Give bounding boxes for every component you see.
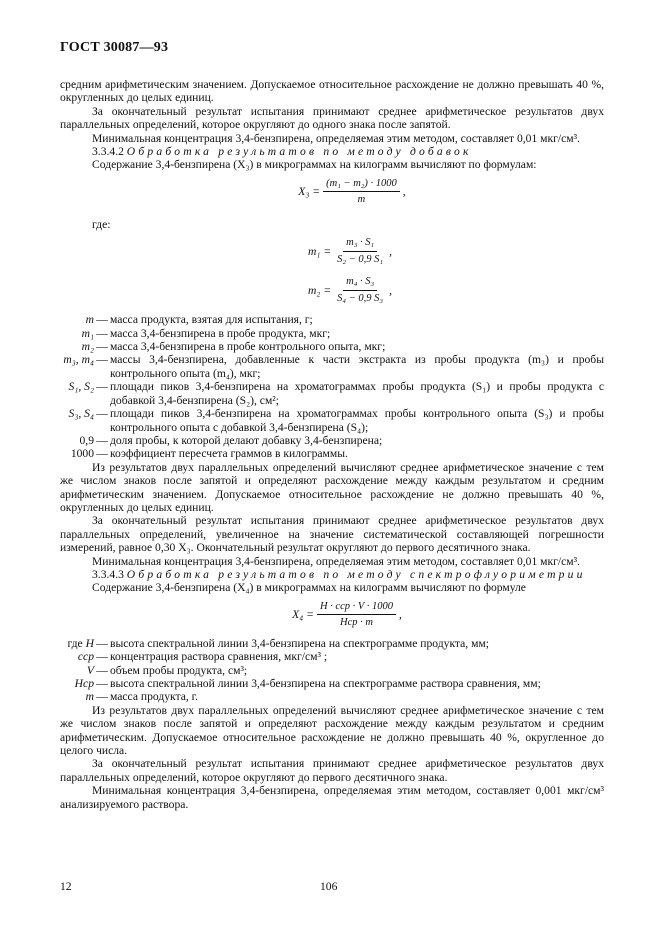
- definition-item: 0,9 — доля пробы, к которой делают добавку 3,4-бензпирена;: [60, 434, 604, 447]
- definition-text: высота спектральной линии 3,4-бензпирена на спектрограмме продукта, мм;: [110, 636, 489, 650]
- standard-header: ГОСТ 30087—93: [60, 40, 169, 55]
- definition-text: массы 3,4-бензпирена, добавленные к части экстракта из пробы продукта (m₃) и пробы контрольного опыта (m₄), мкг;: [110, 353, 604, 380]
- where-label: где:: [92, 217, 111, 231]
- definition-symbol: Hср: [74, 677, 94, 690]
- definition-item: S₃, S₄ — площади пиков 3,4-бензпирена на хроматограммах пробы контрольного опыта (S₃) и пробы контрольного опыта с добавкой 3,4-бензпирена (S₄);: [60, 407, 604, 434]
- definition-item: m — масса продукта, г.: [60, 690, 604, 703]
- definition-symbol: m₃, m₄: [63, 353, 94, 367]
- paragraph: За окончательный результат испытания принимают среднее арифметическое результатов двух параллельных определений, которое округляют до одного знака после запятой.: [60, 104, 604, 132]
- formula-m1: [96, 231, 604, 271]
- document-body: [60, 78, 604, 811]
- definition-item: m₁ — масса 3,4-бензпирена в пробе продукта, мкг;: [60, 327, 604, 340]
- fraction: [334, 236, 386, 266]
- section-number: 3.3.4.2: [92, 145, 124, 159]
- paragraph: Минимальная концентрация 3,4-бензпирена, определяемая этим методом, составляет 0,01 мкг/см³.: [92, 131, 580, 145]
- section-heading-3342: [60, 145, 604, 158]
- definition-text: высота спектральной линии 3,4-бензпирена на спектрограмме раствора сравнения, мм;: [110, 677, 541, 690]
- definition-text: площади пиков 3,4-бензпирена на хроматограммах пробы продукта (S₁) и пробы продукта с добавкой 3,4-бензпирена (S₂), см²;: [110, 380, 604, 407]
- definition-symbol: 0,9: [79, 433, 94, 447]
- section-number: 3.3.4.3: [92, 567, 124, 581]
- definition-text: масса продукта, взятая для испытания, г;: [110, 313, 313, 327]
- definitions-list-3342: [60, 313, 604, 460]
- definition-symbol: V: [86, 663, 94, 677]
- fraction: [317, 600, 396, 630]
- fraction: [334, 275, 386, 305]
- definition-text: площади пиков 3,4-бензпирена на хроматограммах пробы контрольного опыта (S₃) и пробы контрольного опыта с добавкой 3,4-бензпирена (S₄);: [110, 407, 604, 434]
- formula-lhs: X₃ =: [298, 185, 321, 199]
- definition-symbol: 1000: [70, 447, 94, 461]
- where-label: где: [67, 636, 83, 650]
- paragraph: Содержание 3,4-бензпирена (X₄) в микрограммах на килограмм вычисляют по формуле: [92, 581, 526, 595]
- numerator: (m₁ − m₂) · 1000: [323, 177, 400, 192]
- formula-lhs: X₄ =: [292, 608, 314, 622]
- section-heading-3343: [60, 568, 604, 581]
- definition-symbol: cср: [77, 650, 94, 664]
- definition-item: Hср — высота спектральной линии 3,4-бензпирена на спектрограмме раствора сравнения, мм;: [60, 677, 604, 690]
- paragraph: Из результатов двух параллельных определений вычисляют среднее арифметическое значение с тем же числом знаков после запятой и определяют расхождение между каждым результатом и средним арифметическим значением. Допускаемое относительное расхождение не должно превышать 40 %, округленных до целых единиц.: [60, 460, 604, 514]
- paragraph: Минимальная концентрация 3,4-бензпирена, определяемая этим методом, составляет 0,01 мкг/см³.: [92, 554, 580, 568]
- definition-symbol: m: [85, 690, 94, 704]
- formula-tail: ,: [398, 608, 402, 622]
- formula-tail: ,: [389, 244, 392, 258]
- denominator: S₂ − 0,9 S₁: [337, 253, 384, 265]
- definition-item: где H — высота спектральной линии 3,4-бензпирена на спектрограмме продукта, мм;: [60, 637, 604, 650]
- formula-lhs: m₂ =: [308, 283, 332, 297]
- page-number-center: 106: [320, 880, 338, 893]
- definition-text: доля пробы, к которой делают добавку 3,4-бензпирена;: [110, 433, 383, 447]
- numerator: H · cср · V · 1000: [317, 600, 396, 615]
- definition-text: объем пробы продукта, см³;: [110, 663, 248, 677]
- definition-symbol: S₁, S₂: [68, 380, 94, 394]
- numerator: m₄ · S₃: [343, 275, 377, 290]
- definition-item: cср — концентрация раствора сравнения, мкг/см³ ;: [60, 650, 604, 663]
- denominator: S₄ − 0,9 S₃: [337, 292, 384, 304]
- paragraph: Из результатов двух параллельных определений вычисляют среднее арифметическое значение с тем же числом знаков после запятой и определяют расхождение между каждым результатом и средним арифметическим. Допускаемое относительное расхождение не должно превышать 40 %, округленное до целого числа.: [60, 703, 604, 758]
- denominator: m: [357, 194, 366, 206]
- definition-text: концентрация раствора сравнения, мкг/см³ ;: [110, 650, 328, 664]
- definition-item: m₃, m₄ — массы 3,4-бензпирена, добавленные к части экстракта из пробы продукта (m₃) и пробы контрольного опыта (m₄), мкг;: [60, 353, 604, 380]
- section-title: Обработка результатов по методу спектрофлуориметрии: [126, 567, 586, 581]
- paragraph: Содержание 3,4-бензпирена (X₃) в микрограммах на килограмм вычисляют по формулам:: [92, 158, 537, 172]
- numerator: m₃ · S₁: [343, 236, 377, 251]
- definition-text: коэффициент пересчета граммов в килограммы.: [110, 447, 348, 461]
- definition-text: масса 3,4-бензпирена в пробе продукта, мкг;: [110, 326, 331, 340]
- definition-symbol: m₁: [81, 326, 94, 340]
- definition-item: m₂ — масса 3,4-бензпирена в пробе контрольного опыта, мкг;: [60, 340, 604, 353]
- definition-symbol: H: [85, 636, 94, 650]
- formula-x3: [100, 172, 604, 212]
- page-number-left: 12: [60, 880, 72, 893]
- definition-item: 1000 — коэффициент пересчета граммов в килограммы.: [60, 447, 604, 460]
- definition-symbol: m₂: [81, 340, 94, 354]
- definition-text: масса 3,4-бензпирена в пробе контрольного опыта, мкг;: [110, 340, 386, 354]
- formula-tail: ,: [389, 283, 392, 297]
- paragraph: Минимальная концентрация 3,4-бензпирена, определяемая этим методом, составляет 0,001 мкг/см³ анализируемого раствора.: [60, 784, 604, 811]
- definition-item: S₁, S₂ — площади пиков 3,4-бензпирена на хроматограммах пробы продукта (S₁) и пробы продукта с добавкой 3,4-бензпирена (S₂), см²;: [60, 380, 604, 407]
- definition-item: m — масса продукта, взятая для испытания, г;: [60, 313, 604, 326]
- formula-m2: [96, 271, 604, 309]
- formula-x4: [90, 595, 604, 635]
- definitions-list-3343: [60, 637, 604, 704]
- formula-tail: ,: [402, 185, 406, 199]
- definition-symbol: S₃, S₄: [68, 407, 94, 421]
- section-title: Обработка результатов по методу добавок: [126, 145, 472, 159]
- paragraph: средним арифметическим значением. Допускаемое относительное расхождение не должно превышать 40 %, округленных до целых единиц.: [60, 78, 604, 105]
- definition-symbol: m: [85, 313, 94, 327]
- denominator: Hср · m: [339, 617, 373, 629]
- paragraph: За окончательный результат испытания принимают среднее арифметическое результатов двух параллельных определений, увеличенное на значение систематической составляющей погрешности измерений, равное 0,30 X₃. Окончательный результат округляют до первого десятичного знака.: [60, 514, 604, 555]
- definition-item: V — объем пробы продукта, см³;: [60, 664, 604, 677]
- definition-text: масса продукта, г.: [110, 690, 199, 704]
- paragraph: За окончательный результат испытания принимают среднее арифметическое результатов двух параллельных определений, которое округляют до первого десятичного знака.: [60, 757, 604, 784]
- formula-lhs: m₁ =: [308, 244, 332, 258]
- fraction: [323, 177, 400, 207]
